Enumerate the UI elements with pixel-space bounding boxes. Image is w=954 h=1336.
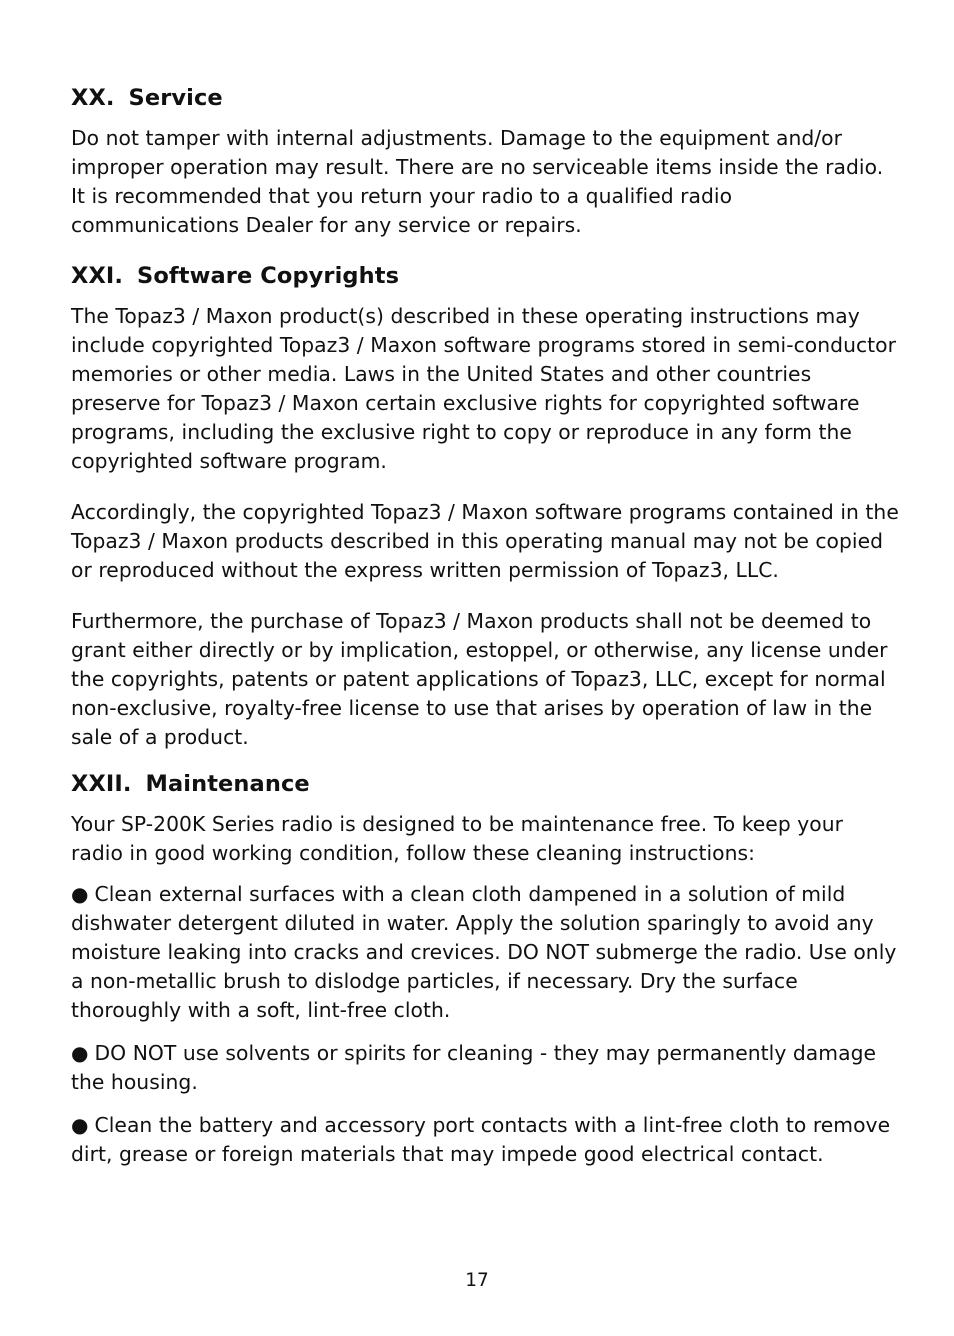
- bullet-item: [71, 1111, 901, 1169]
- page-number: 17: [465, 1270, 489, 1291]
- section-number: XXII.: [71, 771, 132, 797]
- bullet-text: Clean the battery and accessory port contacts with a lint-free cloth to remove dirt, grease or foreign materials that may impede good electrical contact.: [71, 1113, 891, 1166]
- body-paragraph: Accordingly, the copyrighted Topaz3 / Maxon software programs contained in the Topaz3 / Maxon products described in this operating manual may not be copied or reproduced without the express written permission of Topaz3, LLC.: [71, 500, 899, 582]
- bullet-icon: ●: [71, 882, 89, 906]
- bullet-icon: ●: [71, 1041, 89, 1065]
- section-title: Service: [128, 85, 223, 111]
- section-number: XX.: [71, 85, 115, 111]
- body-paragraph: Your SP-200K Series radio is designed to be maintenance free. To keep your radio in good working condition, follow these cleaning instructions:: [71, 812, 844, 865]
- section-software-copyrights: [71, 262, 901, 752]
- bullet-item: [71, 880, 901, 1025]
- section-title: Maintenance: [145, 771, 310, 797]
- section-maintenance: [71, 770, 901, 1169]
- body-paragraph: Furthermore, the purchase of Topaz3 / Maxon products shall not be deemed to grant either directly or by implication, estoppel, or otherwise, any license under the copyrights, patents or patent applications of Topaz3, LLC, except for normal non-exclusive, royalty-free license to use that arises by operation of law in the sale of a product.: [71, 609, 888, 749]
- section-heading: [71, 84, 901, 112]
- section-number: XXI.: [71, 263, 124, 289]
- section-heading: [71, 770, 901, 798]
- bullet-icon: ●: [71, 1113, 89, 1137]
- document-page: [71, 84, 901, 1183]
- body-paragraph: Do not tamper with internal adjustments. Damage to the equipment and/or improper operation may result. There are no serviceable items inside the radio. It is recommended that you return your radio to a qualified radio communications Dealer for any service or repairs.: [71, 126, 884, 237]
- body-paragraph: The Topaz3 / Maxon product(s) described in these operating instructions may include copyrighted Topaz3 / Maxon software programs stored in semi-conductor memories or other media. Laws in the United States and other countries preserve for Topaz3 / Maxon certain exclusive rights for copyrighted software programs, including the exclusive right to copy or reproduce in any form the copyrighted software program.: [71, 304, 897, 473]
- bullet-text: Clean external surfaces with a clean cloth dampened in a solution of mild dishwater detergent diluted in water. Apply the solution sparingly to avoid any moisture leaking into cracks and crevices. DO NOT submerge the radio. Use only a non-metallic brush to dislodge particles, if necessary. Dry the surface thoroughly with a soft, lint-free cloth.: [71, 882, 897, 1022]
- section-service: [71, 84, 901, 240]
- bullet-text: DO NOT use solvents or spirits for cleaning - they may permanently damage the housing.: [71, 1041, 877, 1094]
- bullet-item: [71, 1039, 901, 1097]
- section-title: Software Copyrights: [137, 263, 400, 289]
- section-heading: [71, 262, 901, 290]
